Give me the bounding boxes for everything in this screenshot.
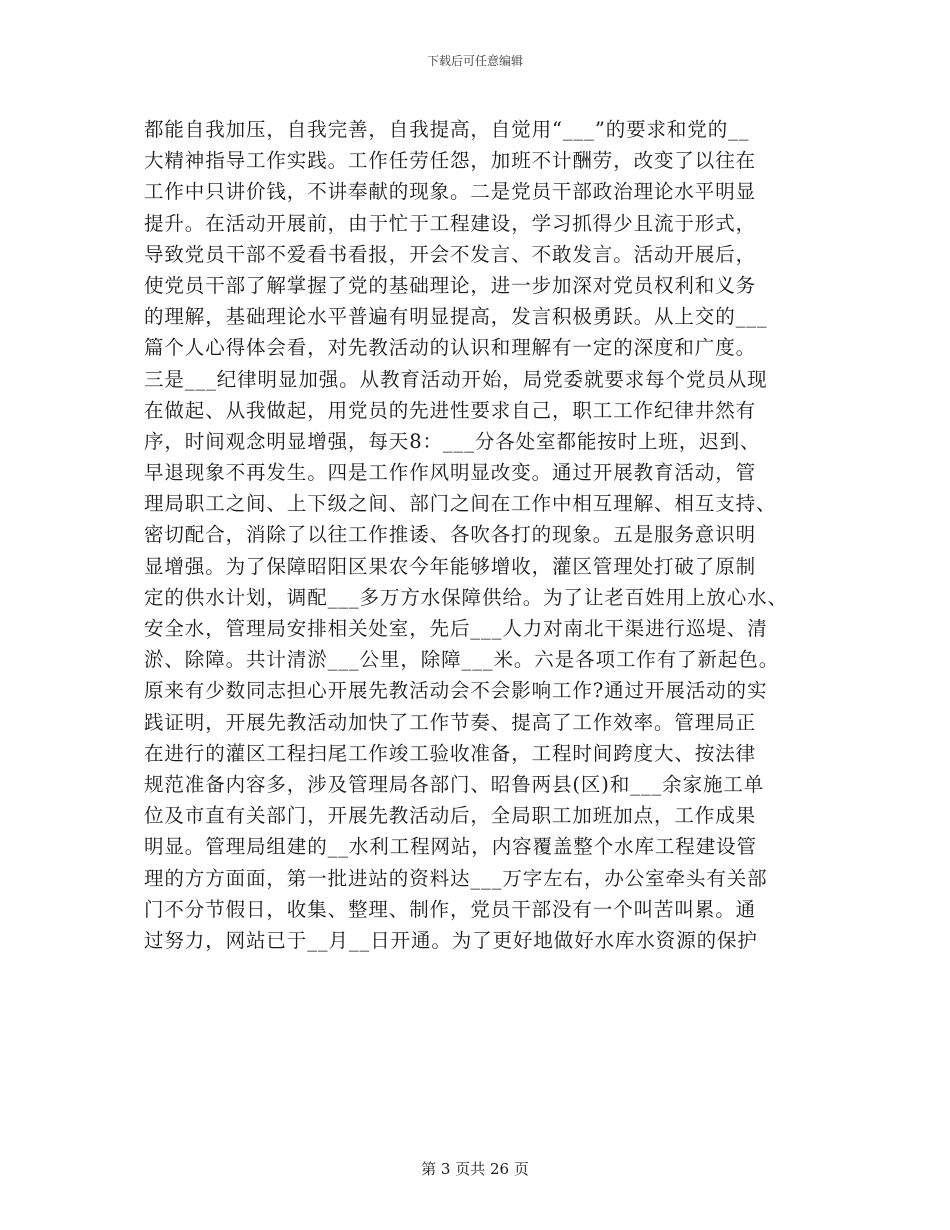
text-line: 明显。管理局组建的__水利工程网站，内容覆盖整个水库工程建设管 (144, 835, 757, 859)
text-line: 在做起、从我做起，用党员的先进性要求自己，职工工作纪律井然有 (144, 398, 757, 422)
text-line: 大精神指导工作实践。工作任劳任怨，加班不计酬劳，改变了以往在 (144, 149, 757, 173)
text-line: 篇个人心得体会看，对先教活动的认识和理解有一定的深度和广度。 (144, 336, 757, 360)
text-line: 定的供水计划，调配___多万方水保障供给。为了让老百姓用上放心水、 (144, 585, 788, 609)
text-line: 践证明，开展先教活动加快了工作节奏、提高了工作效率。管理局正 (144, 710, 757, 734)
text-line: 显增强。为了保障昭阳区果农今年能够增收，灌区管理处打破了原制 (144, 554, 757, 578)
text-line: 原来有少数同志担心开展先教活动会不会影响工作?通过开展活动的实 (144, 679, 768, 703)
text-line: 安全水，管理局安排相关处室，先后___人力对南北干渠进行巡堤、清 (144, 617, 768, 640)
text-line: 的理解，基础理论水平普遍有明显提高，发言积极勇跃。从上交的___ (144, 305, 768, 329)
text-line: 在进行的灌区工程扫尾工作竣工验收准备，工程时间跨度大、按法律 (144, 741, 757, 765)
text-line: 早退现象不再发生。四是工作作风明显改变。通过开展教育活动，管 (144, 461, 757, 485)
page-header: 下载后可任意编辑 (426, 54, 523, 68)
text-line: 过努力，网站已于__月__日开通。为了更好地做好水库水资源的保护 (144, 928, 758, 952)
page-footer: 第 3 页共 26 页 (421, 1160, 529, 1178)
document-body (144, 114, 814, 956)
text-line: 理的方方面面，第一批进站的资料达___万字左右，办公室牵头有关部 (144, 866, 768, 890)
text-line: 都能自我加压，自我完善，自我提高，自觉用“___”的要求和党的__ (144, 118, 750, 141)
text-line: 淤、除障。共计清淤___公里，除障___米。六是各项工作有了新起色。 (144, 648, 780, 672)
text-line: 序，时间观念明显增强，每天8：___分各处室都能按时上班，迟到、 (144, 429, 761, 453)
text-line: 导致党员干部不爱看书看报，开会不发言、不敢发言。活动开展后， (144, 242, 757, 266)
text-line: 三是___纪律明显加强。从教育活动开始，局党委就要求每个党员从现 (144, 367, 768, 391)
text-line: 提升。在活动开展前，由于忙于工程建设，学习抓得少且流于形式， (144, 211, 757, 235)
text-line: 规范准备内容多，涉及管理局各部门、昭鲁两县(区)和___余家施工单 (144, 772, 765, 796)
text-line: 门不分节假日，收集、整理、制作，党员干部没有一个叫苦叫累。通 (144, 897, 757, 921)
text-line: 理局职工之间、上下级之间、部门之间在工作中相互理解、相互支持、 (144, 492, 777, 516)
text-line: 使党员干部了解掌握了党的基础理论，进一步加深对党员权利和义务 (144, 273, 757, 297)
text-line: 密切配合，消除了以往工作推诿、各吹各打的现象。五是服务意识明 (144, 523, 757, 547)
text-line: 工作中只讲价钱，不讲奉献的现象。二是党员干部政治理论水平明显 (144, 180, 757, 204)
text-line: 位及市直有关部门，开展先教活动后，全局职工加班加点，工作成果 (144, 804, 757, 828)
